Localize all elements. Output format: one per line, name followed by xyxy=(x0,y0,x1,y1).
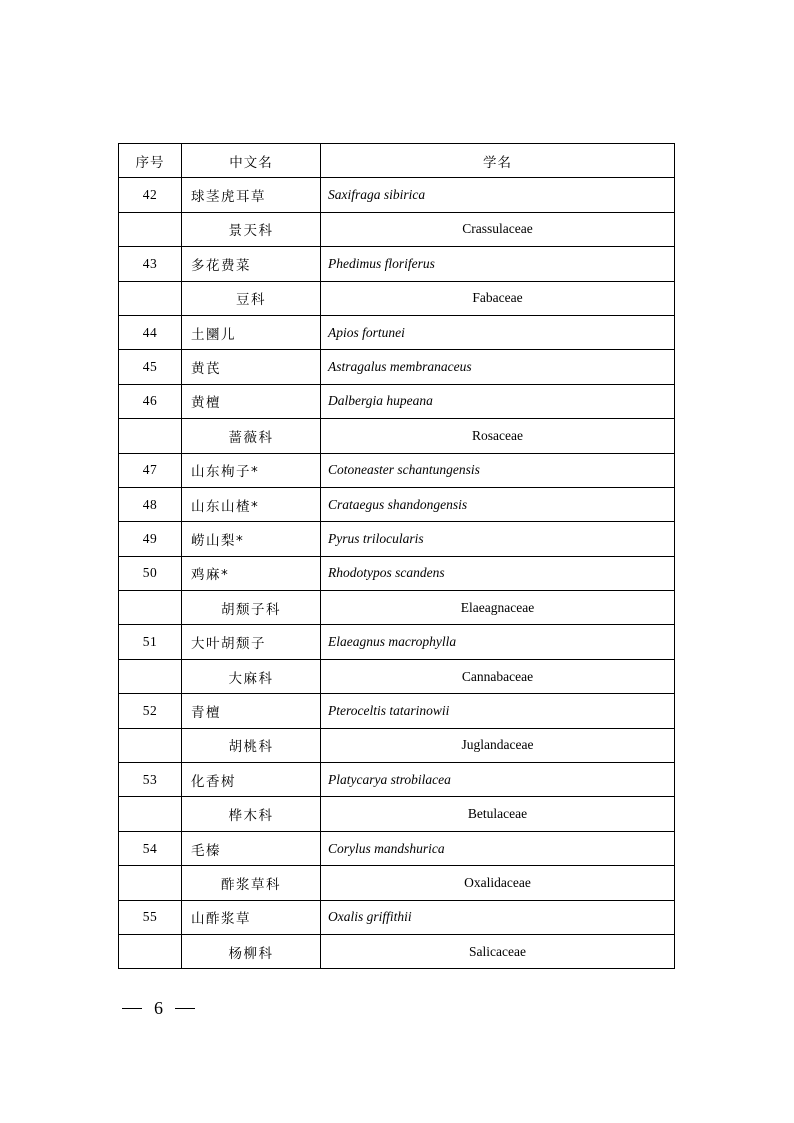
row-number xyxy=(119,934,182,968)
header-chinese-name: 中文名 xyxy=(182,144,321,178)
species-scientific-name: Saxifraga sibirica xyxy=(321,178,675,212)
row-number xyxy=(119,797,182,831)
species-chinese-name: 毛榛 xyxy=(182,831,321,865)
species-chinese-name: 崂山梨* xyxy=(182,522,321,556)
row-number: 51 xyxy=(119,625,182,659)
family-scientific-name: Cannabaceae xyxy=(321,659,675,693)
species-scientific-name: Dalbergia hupeana xyxy=(321,384,675,418)
row-number xyxy=(119,419,182,453)
family-scientific-name: Juglandaceae xyxy=(321,728,675,762)
species-row xyxy=(119,315,675,349)
species-row xyxy=(119,350,675,384)
row-number: 45 xyxy=(119,350,182,384)
family-row xyxy=(119,212,675,246)
row-number: 50 xyxy=(119,556,182,590)
row-number xyxy=(119,866,182,900)
family-row xyxy=(119,281,675,315)
footer-dash-right xyxy=(175,1008,195,1009)
species-scientific-name: Phedimus floriferus xyxy=(321,247,675,281)
species-row xyxy=(119,453,675,487)
family-chinese-name: 景天科 xyxy=(182,212,321,246)
species-chinese-name: 山东栒子* xyxy=(182,453,321,487)
species-chinese-name: 球茎虎耳草 xyxy=(182,178,321,212)
family-scientific-name: Betulaceae xyxy=(321,797,675,831)
row-number: 49 xyxy=(119,522,182,556)
family-row xyxy=(119,419,675,453)
family-row xyxy=(119,659,675,693)
species-row xyxy=(119,178,675,212)
species-row xyxy=(119,247,675,281)
species-row xyxy=(119,900,675,934)
species-scientific-name: Crataegus shandongensis xyxy=(321,487,675,521)
row-number: 47 xyxy=(119,453,182,487)
family-scientific-name: Salicaceae xyxy=(321,934,675,968)
species-chinese-name: 山酢浆草 xyxy=(182,900,321,934)
species-chinese-name: 青檀 xyxy=(182,694,321,728)
table-body xyxy=(119,178,675,969)
species-chinese-name: 鸡麻* xyxy=(182,556,321,590)
header-scientific-name: 学名 xyxy=(321,144,675,178)
family-chinese-name: 蔷薇科 xyxy=(182,419,321,453)
species-row xyxy=(119,522,675,556)
species-row xyxy=(119,625,675,659)
row-number xyxy=(119,281,182,315)
species-scientific-name: Corylus mandshurica xyxy=(321,831,675,865)
species-row xyxy=(119,831,675,865)
page-footer xyxy=(122,998,195,1019)
species-chinese-name: 化香树 xyxy=(182,763,321,797)
row-number: 54 xyxy=(119,831,182,865)
species-chinese-name: 土圞儿 xyxy=(182,315,321,349)
species-scientific-name: Pyrus trilocularis xyxy=(321,522,675,556)
family-chinese-name: 杨柳科 xyxy=(182,934,321,968)
species-scientific-name: Pteroceltis tatarinowii xyxy=(321,694,675,728)
family-chinese-name: 酢浆草科 xyxy=(182,866,321,900)
species-scientific-name: Oxalis griffithii xyxy=(321,900,675,934)
footer-dash-left xyxy=(122,1008,142,1009)
species-row xyxy=(119,556,675,590)
family-chinese-name: 胡桃科 xyxy=(182,728,321,762)
row-number: 43 xyxy=(119,247,182,281)
row-number xyxy=(119,728,182,762)
row-number: 46 xyxy=(119,384,182,418)
row-number: 48 xyxy=(119,487,182,521)
row-number: 53 xyxy=(119,763,182,797)
family-row xyxy=(119,934,675,968)
family-scientific-name: Oxalidaceae xyxy=(321,866,675,900)
species-chinese-name: 黄芪 xyxy=(182,350,321,384)
family-row xyxy=(119,728,675,762)
species-chinese-name: 大叶胡颓子 xyxy=(182,625,321,659)
row-number xyxy=(119,212,182,246)
species-scientific-name: Elaeagnus macrophylla xyxy=(321,625,675,659)
page-number: 6 xyxy=(154,998,163,1018)
table-header-row xyxy=(119,144,675,178)
species-row xyxy=(119,763,675,797)
family-row xyxy=(119,797,675,831)
species-chinese-name: 山东山楂* xyxy=(182,487,321,521)
row-number xyxy=(119,659,182,693)
family-chinese-name: 桦木科 xyxy=(182,797,321,831)
species-chinese-name: 多花费菜 xyxy=(182,247,321,281)
family-scientific-name: Rosaceae xyxy=(321,419,675,453)
species-row xyxy=(119,384,675,418)
species-scientific-name: Cotoneaster schantungensis xyxy=(321,453,675,487)
row-number: 42 xyxy=(119,178,182,212)
species-row xyxy=(119,694,675,728)
family-scientific-name: Crassulaceae xyxy=(321,212,675,246)
family-row xyxy=(119,866,675,900)
family-row xyxy=(119,591,675,625)
row-number xyxy=(119,591,182,625)
header-number: 序号 xyxy=(119,144,182,178)
family-scientific-name: Elaeagnaceae xyxy=(321,591,675,625)
row-number: 55 xyxy=(119,900,182,934)
family-chinese-name: 豆科 xyxy=(182,281,321,315)
row-number: 44 xyxy=(119,315,182,349)
species-scientific-name: Astragalus membranaceus xyxy=(321,350,675,384)
family-scientific-name: Fabaceae xyxy=(321,281,675,315)
species-scientific-name: Apios fortunei xyxy=(321,315,675,349)
species-chinese-name: 黄檀 xyxy=(182,384,321,418)
species-table xyxy=(118,143,675,969)
row-number: 52 xyxy=(119,694,182,728)
species-scientific-name: Rhodotypos scandens xyxy=(321,556,675,590)
family-chinese-name: 胡颓子科 xyxy=(182,591,321,625)
species-scientific-name: Platycarya strobilacea xyxy=(321,763,675,797)
species-row xyxy=(119,487,675,521)
family-chinese-name: 大麻科 xyxy=(182,659,321,693)
